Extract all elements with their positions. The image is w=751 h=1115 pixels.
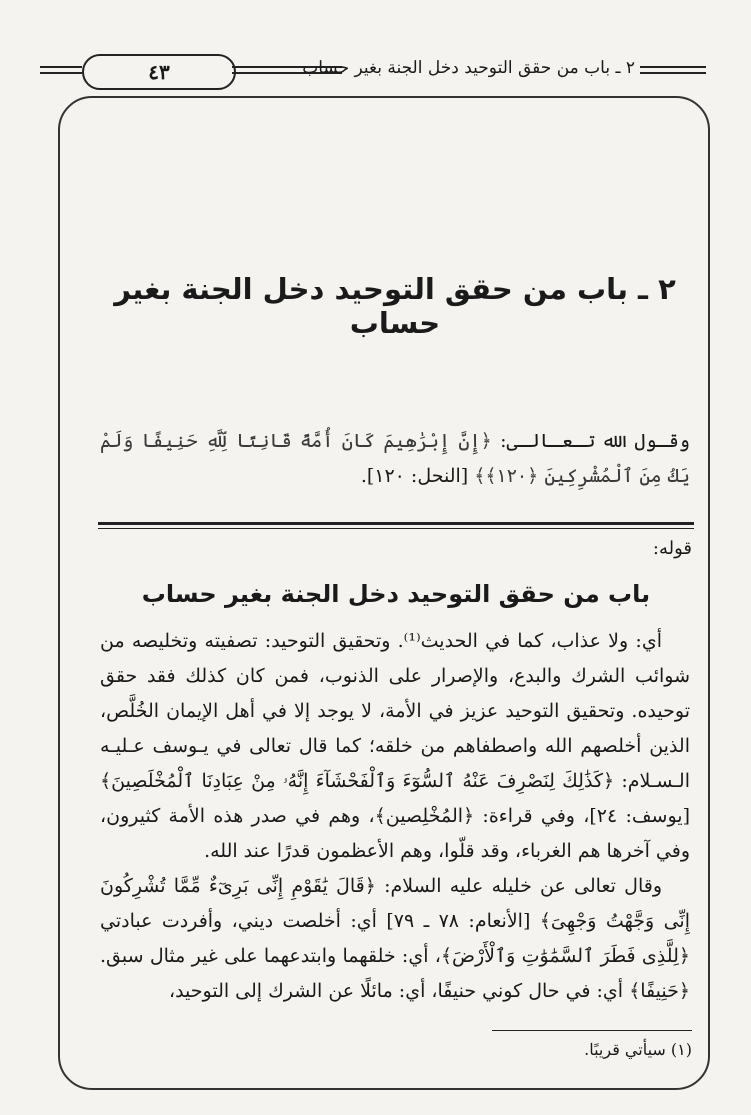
chapter-title: ٢ ـ باب من حقق التوحيد دخل الجنة بغير حساب — [114, 272, 676, 340]
body-paragraph-2 — [100, 869, 690, 1009]
page-number: ٤٣ — [82, 54, 236, 90]
body-text — [100, 624, 690, 1009]
body-paragraph-2-text: وقال تعالى عن خليله عليه السلام: ﴿قَالَ يَٰقَوْمِ إِنِّى بَرِىٓءٌ مِّمَّا تُشْرِكُونَ إِنِّى وَجَّهْتُ وَجْهِىَ﴾ [الأنعام: ٧٨ ـ ٧٩] أي: أخلصت ديني، وأفردت عبادتي ﴿لِلَّذِى فَطَرَ ٱلسَّمَٰوَٰتِ وَٱلْأَرْضَ﴾، أي: خلقهما وابتدعهما على غير مثال سبق. ﴿حَنِيفًا﴾ أي: في حال كوني حنيفًا، أي: مائلًا عن الشرك إلى التوحيد، — [100, 875, 691, 1002]
running-title: ٢ ـ باب من حقق التوحيد دخل الجنة بغير حساب — [302, 58, 635, 78]
intro-verse: ﴿إِنَّ إِبْرَٰهِيمَ كَانَ أُمَّةً قَانِتًا لِّلَّهِ حَنِيفًا وَلَمْ يَكُ مِنَ ٱلْمُشْرِكِينَ ﴿١٢٠﴾﴾ — [100, 430, 690, 487]
body-paragraph-1-text: أي: ولا عذاب، كما في الحديث⁽¹⁾. وتحقيق التوحيد: تصفيته وتخليصه من شوائب الشرك والبدع، والإصرار على الذنوب، فمن كان كذلك فقد حقق توحيده. وتحقيق التوحيد عزيز في الأمة، لا يوجد إلا في أهل الإيمان الخُلَّص، الذين أخلصهم الله واصطفاهم من خلقه؛ كما قال تعالى في يـوسف عـليـه الـسـلام: ﴿كَذَٰلِكَ لِنَصْرِفَ عَنْهُ ٱلسُّوٓءَ وَٱلْفَحْشَآءَ إِنَّهُۥ مِنْ عِبَادِنَا ٱلْمُخْلَصِينَ﴾ [يوسف: ٢٤]، وفي قراءة: ﴿المُخْلِصين﴾، وهم في صدر هذه الأمة كثيرون، وفي آخرها هم الغرباء، وقد قلّوا، وهم الأعظمون قدرًا عند الله. — [100, 630, 690, 862]
intro-block — [100, 424, 690, 494]
qawluh-label: قوله: — [652, 538, 692, 559]
section-divider-thin — [98, 528, 694, 529]
footnote: (١) سيأتي قريبًا. — [584, 1040, 692, 1059]
intro-lead: وقـول الله تـعـالـى: — [491, 430, 691, 452]
sub-title: باب من حقق التوحيد دخل الجنة بغير حساب — [141, 580, 651, 608]
page-header — [0, 0, 751, 100]
header-rule-right — [640, 66, 706, 74]
intro-reference: [النحل: ١٢٠]. — [360, 465, 475, 487]
section-divider-thick — [98, 522, 694, 525]
footnote-rule — [492, 1030, 692, 1031]
intro-paragraph — [100, 424, 690, 494]
body-paragraph-1 — [100, 624, 690, 869]
header-rule-left — [40, 66, 82, 74]
